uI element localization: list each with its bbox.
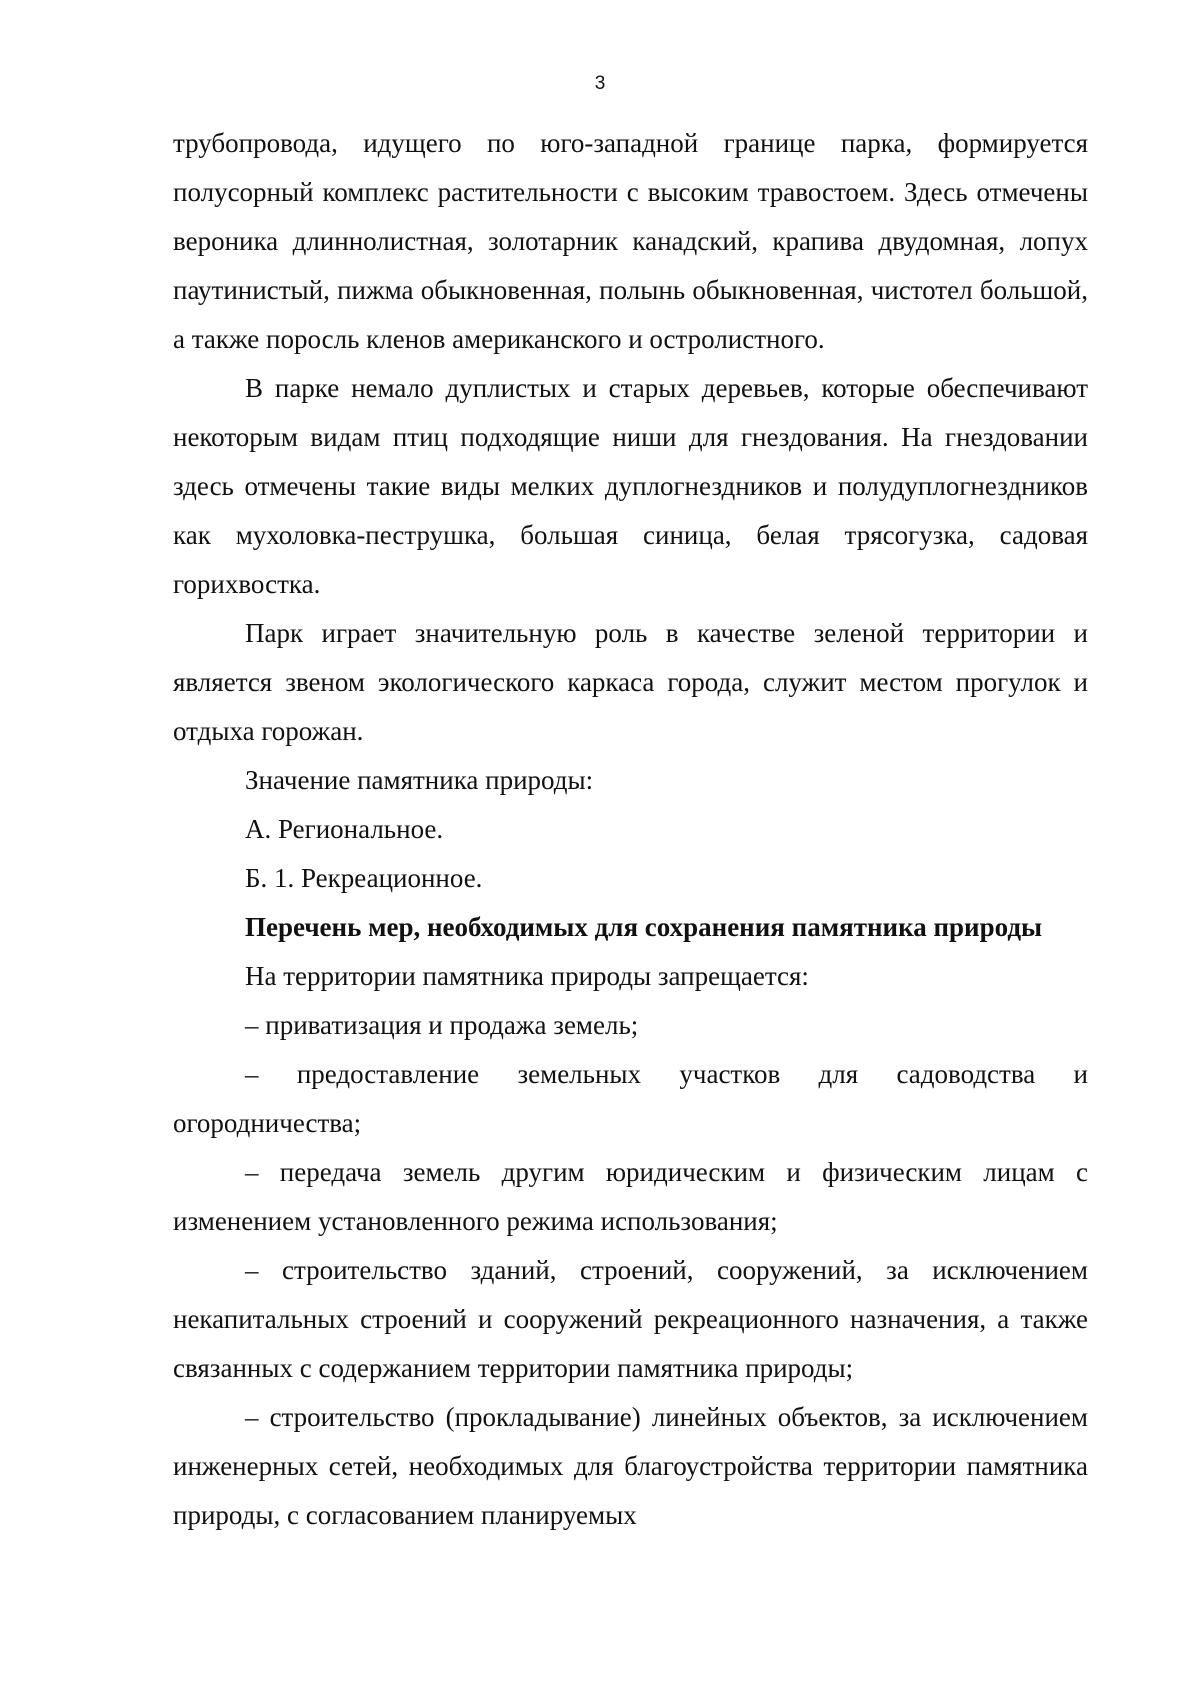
prohibition-item: – приватизация и продажа земель;: [245, 1010, 639, 1040]
document-body: [173, 119, 1088, 1540]
significance-recreational: Б. 1. Рекреационное.: [245, 863, 483, 893]
prohibition-item: – строительство зданий, строений, сооружений, за исключением некапитальных строений и сооружений рекреационного назначения, а также связанных с содержанием территории памятника природы;: [173, 1255, 1088, 1383]
prohibition-item: – строительство (прокладывание) линейных объектов, за исключением инженерных сетей, необходимых для благоустройства территории памятника природы, с согласованием планируемых: [173, 1402, 1088, 1530]
significance-regional: А. Региональное.: [245, 814, 444, 844]
prohibition-intro: На территории памятника природы запрещается:: [245, 961, 809, 991]
page-number: 3: [594, 73, 606, 94]
measures-heading: Перечень мер, необходимых для сохранения памятника природы: [245, 912, 1043, 942]
prohibition-item: – передача земель другим юридическим и физическим лицам с изменением установленного режима использования;: [173, 1157, 1088, 1236]
prohibition-item: – предоставление земельных участков для садоводства и огородничества;: [173, 1059, 1088, 1138]
paragraph-vegetation: трубопровода, идущего по юго-западной границе парка, формируется полусорный комплекс растительности с высоким травостоем. Здесь отмечены вероника длиннолистная, золотарник канадский, крапива двудомная, лопух паутинистый, пижма обыкновенная, полынь обыкновенная, чистотел большой, а также поросль кленов американского и остролистного.: [173, 128, 1088, 354]
significance-label: Значение памятника природы:: [245, 765, 594, 795]
paragraph-birds: В парке немало дуплистых и старых деревьев, которые обеспечивают некоторым видам птиц подходящие ниши для гнездования. На гнездовании здесь отмечены такие виды мелких дуплогнездников и полудуплогнездников как мухоловка-пеструшка, большая синица, белая трясогузка, садовая горихвостка.: [173, 373, 1088, 599]
paragraph-park-role: Парк играет значительную роль в качестве зеленой территории и является звеном экологического каркаса города, служит местом прогулок и отдыха горожан.: [173, 618, 1088, 746]
